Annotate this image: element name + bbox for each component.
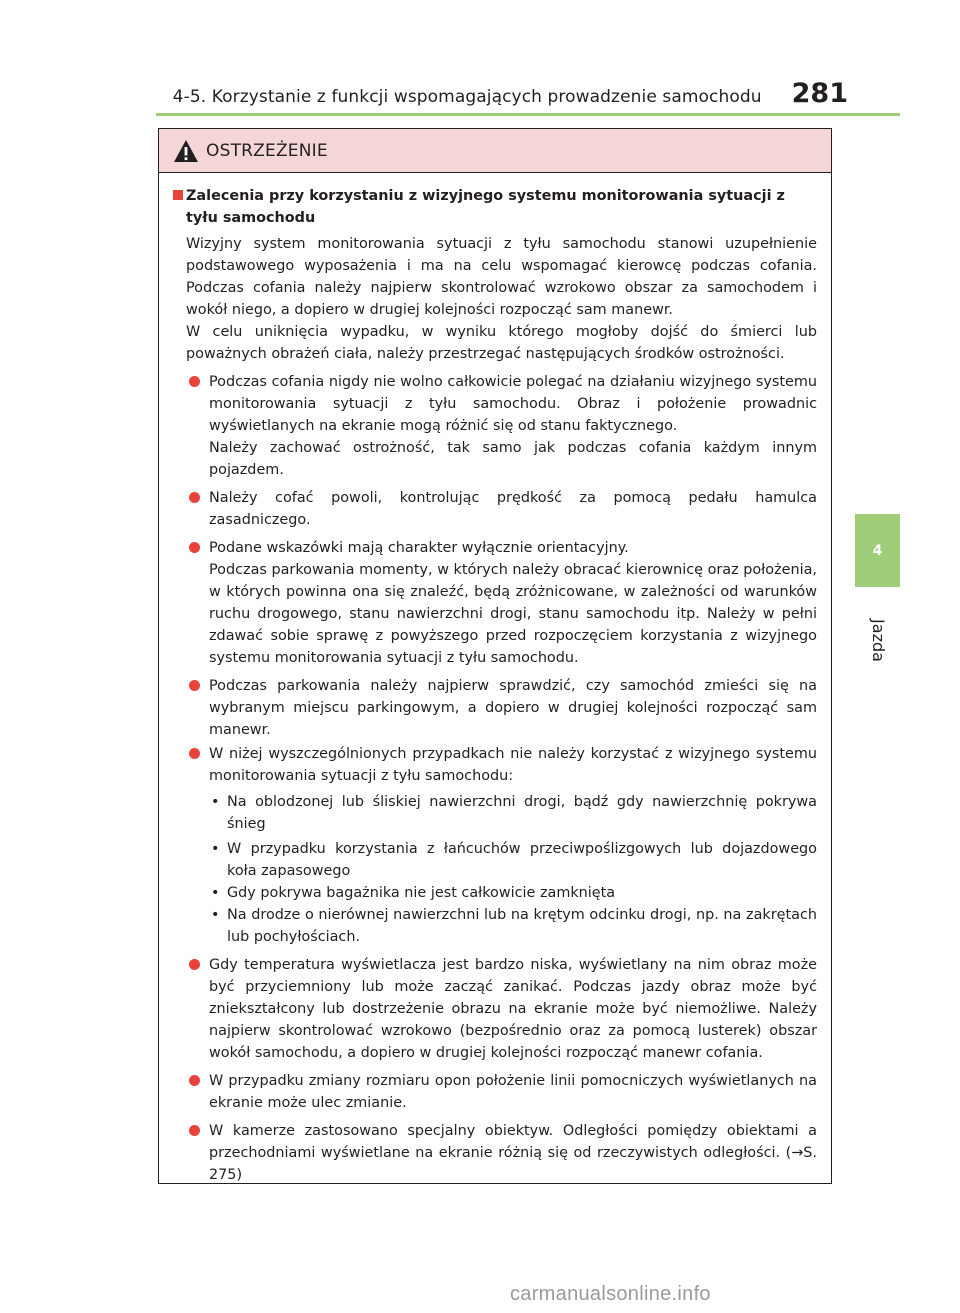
- red-dot-icon: [189, 748, 200, 759]
- list-item: [186, 371, 817, 481]
- bullet-point-icon: •: [211, 885, 220, 901]
- red-dot-icon: [189, 1125, 200, 1136]
- red-dot-icon: [189, 1075, 200, 1086]
- page-header: [0, 78, 848, 109]
- list-item-text: W niżej wyszczególnionych przypadkach nie należy korzystać z wizyjnego systemu monitorowania sytuacji z tyłu samochodu:: [209, 746, 817, 784]
- red-dot-icon: [189, 680, 200, 691]
- sub-list-item: [209, 882, 817, 904]
- sub-list: [209, 791, 817, 948]
- warning-box: [158, 128, 832, 1184]
- watermark: carmanualsonline.info: [510, 1283, 711, 1305]
- list-item: [186, 537, 817, 669]
- list-item-text: Podczas cofania nigdy nie wolno całkowicie polegać na działaniu wizyjnego systemu monitorowania sytuacji z tyłu samochodu. Obraz i położenie prowadnic wyświetlanych na ekranie mogą różnić się od stanu faktycznego.: [209, 374, 817, 434]
- section-heading: [173, 185, 817, 229]
- list-item-text: Podczas parkowania należy najpierw sprawdzić, czy samochód zmieści się na wybranym miejscu parkingowym, a dopiero w drugiej kolejności rozpocząć sam manewr.: [209, 678, 817, 738]
- red-dot-icon: [189, 542, 200, 553]
- list-item-text: Należy cofać powoli, kontrolując prędkość za pomocą pedału hamulca zasadniczego.: [209, 490, 817, 528]
- intro-paragraph: Wizyjny system monitorowania sytuacji z tyłu samochodu stanowi uzupełnienie podstawowego wyposażenia i ma na celu wspomagać kierowcę podczas cofania. Podczas cofania należy najpierw skontrolować wzrokowo obszar za samochodem i wokół niego, a dopiero w drugiej kolejności rozpocząć sam manewr.: [186, 236, 817, 318]
- sub-list-item: [209, 838, 817, 882]
- warning-header: [159, 129, 831, 173]
- warning-triangle-icon: [173, 139, 199, 163]
- list-item: [186, 1070, 817, 1114]
- red-dot-icon: [189, 959, 200, 970]
- sub-list-item: [209, 791, 817, 835]
- header-rule: [156, 113, 900, 116]
- section-title: 4-5. Korzystanie z funkcji wspomagających prowadzenie samochodu: [172, 87, 762, 107]
- square-bullet-icon: [173, 190, 183, 200]
- warning-content: [159, 173, 831, 1186]
- chapter-number: 4: [872, 542, 883, 559]
- list-item-text: Gdy temperatura wyświetlacza jest bardzo niska, wyświetlany na nim obraz może być przyciemniony lub może zacząć zanikać. Podczas jazdy obraz może być zniekształcony lub dostrzeżenie obrazu na ekranie może być niemożliwe. Należy najpierw skontrolować wzrokowo (bezpośrednio oraz za pomocą lusterek) obszar wokół samochodu, a dopiero w drugiej kolejności rozpocząć manewr cofania.: [209, 957, 817, 1061]
- sub-list-item-text: Gdy pokrywa bagażnika nie jest całkowicie zamknięta: [227, 885, 616, 901]
- section-heading-text: Zalecenia przy korzystaniu z wizyjnego systemu monitorowania sytuacji z tyłu samochodu: [186, 188, 785, 226]
- sub-list-item: [209, 904, 817, 948]
- list-item: [186, 675, 817, 741]
- list-item-text: Podane wskazówki mają charakter wyłącznie orientacyjny.: [209, 540, 629, 556]
- list-item-text: Podczas parkowania momenty, w których należy obracać kierownicę oraz położenia, w których powinna ona się znaleźć, będą zróżnicowane, w zależności od warunków ruchu drogowego, stanu nawierzchni drogi, stanu samochodu itp. Należy w pełni zdawać sobie sprawę z powyższego przed rozpoczęciem korzystania z wizyjnego systemu monitorowania sytuacji z tyłu samochodu.: [209, 562, 817, 666]
- chapter-tab[interactable]: [855, 514, 900, 587]
- bullet-point-icon: •: [211, 841, 220, 857]
- page-number: 281: [791, 78, 848, 109]
- bullet-point-icon: •: [211, 907, 220, 923]
- list-item-text: W przypadku zmiany rozmiaru opon położenie linii pomocniczych wyświetlanych na ekranie może ulec zmianie.: [209, 1073, 817, 1111]
- red-dot-icon: [189, 492, 200, 503]
- list-item-text: Należy zachować ostrożność, tak samo jak podczas cofania każdym innym pojazdem.: [209, 440, 817, 478]
- bullet-point-icon: •: [211, 794, 220, 810]
- list-item: [186, 954, 817, 1064]
- list-item: [186, 487, 817, 531]
- list-item-text: W kamerze zastosowano specjalny obiektyw. Odległości pomiędzy obiektami a przechodniami wyświetlane na ekranie różnią się od rzeczywistych odległości. (→S. 275): [209, 1123, 817, 1183]
- sub-list-item-text: Na oblodzonej lub śliskiej nawierzchni drogi, bądź gdy nawierzchnię pokrywa śnieg: [227, 794, 817, 832]
- chapter-label-text: Jazda: [868, 618, 888, 662]
- sub-list-item-text: Na drodze o nierównej nawierzchni lub na krętym odcinku drogi, np. na zakrętach lub pochyłościach.: [227, 907, 817, 945]
- chapter-label: [866, 608, 890, 672]
- sub-list-item-text: W przypadku korzystania z łańcuchów przeciwpoślizgowych lub dojazdowego koła zapasowego: [227, 841, 817, 879]
- intro-paragraph: W celu uniknięcia wypadku, w wyniku którego mogłoby dojść do śmierci lub poważnych obrażeń ciała, należy przestrzegać następujących środków ostrożności.: [186, 324, 817, 362]
- list-item: [186, 1120, 817, 1186]
- warning-title: OSTRZEŻENIE: [206, 140, 328, 161]
- red-dot-icon: [189, 376, 200, 387]
- list-item: [186, 743, 817, 948]
